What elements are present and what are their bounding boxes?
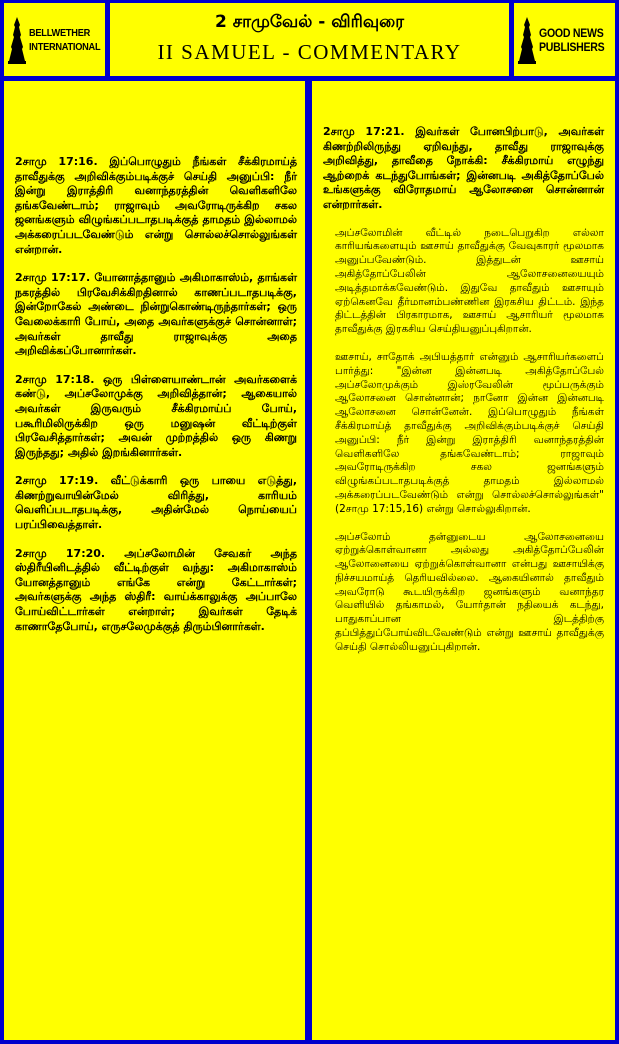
page-header (110, 3, 509, 76)
commentary-paragraph: ஊசாய், சாதோக் அபியத்தார் என்னும் ஆசாரியர்களைப் பார்த்து: "இன்ன இன்னபடி அகித்தோப்பேல் அப்சலோமுக்கும் இஸ்ரவேலின் மூப்பருக்கும் ஆலோசனை சொன்னான்; நானோ இன்ன இன்னபடி ஆலோசனை சொன்னேன். இப்பொழுதும் நீங்கள் சீக்கிரமாய்த் தாவீதுக்கு அறிவிக்கும்படிக்குச் செய்தி அனுப்பி: நீர் இன்று இராத்திரி வனாந்தரத்தின் வெளிகளிலே தங்கவேண்டாம்; ராஜாவும் அவரோடிருக்கிற சகல ஜனங்களும் விழுங்கப்படாதபடிக்குத் தாமதம் இல்லாமல் அக்கரைப்படவேண்டும் என்று சொல்லச்சொல்லுங்கள்" (2சாமு 17:15,16) என்று சொல்லுகிறான். (335, 350, 604, 515)
logo-left-line1: BELLWETHER (29, 26, 91, 39)
verse-text: இப்பொழுதும் நீங்கள் சீக்கிரமாய்த் தாவீதுக்கு அறிவிக்கும்படிக்குச் செய்தி அனுப்பி: நீர் இன்று இராத்திரி வனாந்தரத்தின் வெளிகளிலே தங்கவேண்டாம்; ராஜாவும் அவரோடிருக்கிற சகல ஜனங்களும் விழுங்கப்படாதபடிக்குத் தாமதம் இல்லாமல் அக்கரைப்படவேண்டும் என்று சொல்லச்சொல்லுங்கள் என்றான். (15, 155, 297, 256)
verse-paragraph (15, 155, 297, 257)
verse-text: இவர்கள் போனபிற்பாடு, அவர்கள் கிணற்றிலிருந்து ஏறிவந்து, தாவீது ராஜாவுக்கு அறிவித்து, தாவீதை நோக்கி: சீக்கிரமாய் எழுந்து ஆற்றைக் கடந்துபோங்கள்; இன்னபடி அகித்தோப்பேல் உங்களுக்கு விரோதமாய் ஆலோசனை சொன்னான் என்றார்கள். (323, 125, 604, 211)
commentary-paragraph: அப்சலோமின் வீட்டில் நடைபெறுகிற எல்லா காரியங்களையும் ஊசாய் தாவீதுக்கு வேவுகாரர் மூலமாக அனுப்பவேண்டும். இத்துடன் ஊசாய் அகித்தோப்பேலின் ஆலோசனையையும் அடித்தமாக்கவேண்டும். இதுவே தாவீதும் ஊசாயும் ஏற்கெனவே தீர்மானம்பண்ணின இரகசிய திட்டம். இந்த திட்டத்தின் பிரகாரமாக, ஊசாய் ஆசாரியர் மூலமாக தாவீதுக்கு இரகசிய செய்தியனுப்புகிறான். (335, 226, 604, 336)
verse-paragraph (15, 271, 297, 359)
title-tamil: 2 சாமுவேல் - விரிவுரை (215, 12, 404, 32)
verse-text: ஒரு பிள்ளையாண்டான் அவர்களைக் கண்டு, அப்சலோமுக்கு அறிவித்தான்; ஆகையால் அவர்கள் இருவரும் சீக்கிரமாய்ப் போய், பகூரிமிலிருக்கிற ஒரு மனுஷன் வீட்டிற்குள் பிரவேசித்தார்கள்; அவன் முற்றத்தில் ஒரு கிணறு இருந்தது; அதில் இறங்கினார்கள். (15, 372, 297, 459)
right-column (312, 81, 615, 1040)
verse-text: அப்சலோமின் சேவகர் அந்த ஸ்திரீயினிடத்தில் வீட்டிற்குள் வந்து: அகிமாகாஸ்ம் யோனத்தானும் எங்கே என்று கேட்டார்கள்; அவர்களுக்கு அந்த ஸ்திரீ: வாய்க்காலுக்கு அப்பாலே போய்விட்டார்கள் என்றாள்; இவர்கள் தேடிக் காணாதேபோய், எருசலேமுக்குத் திரும்பினார்கள். (15, 546, 297, 633)
logo-left-line2: INTERNATIONAL (29, 40, 101, 53)
verse-paragraph (15, 373, 297, 461)
verse-paragraph (15, 547, 297, 635)
verse-reference: 2சாமு 17:17. (15, 271, 91, 285)
verse-paragraph (323, 125, 604, 213)
verse-reference: 2சாமு 17:20. (15, 546, 106, 560)
bellwether-logo-icon (8, 15, 26, 65)
verse-reference: 2சாமு 17:18. (15, 372, 95, 386)
verse-paragraph (15, 474, 297, 532)
verse-reference: 2சாமு 17:21. (323, 125, 405, 138)
title-english: II SAMUEL - COMMENTARY (157, 40, 462, 64)
commentary-paragraph: அப்சலோம் தன்னுடைய ஆலோசனையை ஏற்றுக்கொள்வானா அல்லது அகித்தோப்பேலின் ஆலோனையை ஏற்றுக்கொள்வானா என்பது ஊசாயிக்கு நிச்சயமாய்த் தெரியவில்லை. ஆகையினால் தாவீதும் அவரோடு கூடயிருக்கிற ஜனங்களும் வனாந்தர வெளியில் தங்காமல், யோர்தான் நதியைக் கடந்து, பாதுகாப்பான இடத்திற்கு தப்பித்துப்போய்விடவேண்டும் என்று ஊசாய் தாவீதுக்கு செய்தி சொல்லியனுப்புகிறான். (335, 530, 604, 653)
logo-right-line2: PUBLISHERS (539, 39, 605, 54)
logo-right (514, 3, 615, 76)
logo-left (4, 3, 105, 76)
verse-reference: 2சாமு 17:19. (15, 474, 99, 488)
verse-text: யோனாத்தானும் அகிமாகாஸ்ம், தாங்கள் நகரத்தில் பிரவேசிக்கிறதினால் காணப்படாதபடிக்கு, இன்றோகேல் அண்டை நின்றுகொண்டிருந்தார்கள்; ஒரு வேலைக்காரி போய், அதை அவர்களுக்குச் சொன்னாள்; அவர்கள் தாவீது ராஜாவுக்கு அதை அறிவிக்கப்போனார்கள். (15, 271, 297, 358)
left-column (4, 81, 305, 1040)
logo-right-line1: GOOD NEWS (539, 25, 604, 40)
verse-text: வீட்டுக்காரி ஒரு பாயை எடுத்து, கிணற்றுவாயின்மேல் விரித்து, காரியம் வெளிப்படாதபடிக்கு, அதின்மேல் நொய்யைப் பரப்பிவைத்தாள். (15, 474, 297, 532)
good-news-logo-icon (518, 15, 536, 65)
verse-reference: 2சாமு 17:16. (15, 155, 98, 168)
